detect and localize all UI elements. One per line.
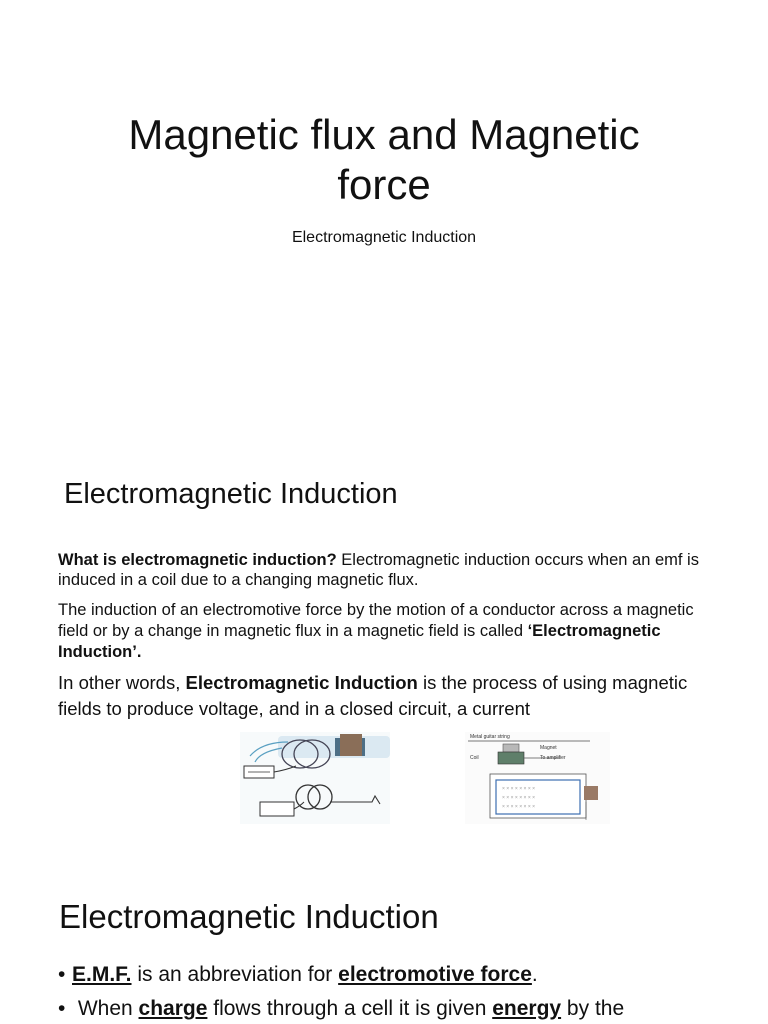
svg-text:× × × × × × × ×: × × × × × × × ×	[502, 795, 536, 801]
electromotive-force-term: electromotive force	[338, 963, 532, 986]
slide-title-line-2: force	[337, 161, 431, 209]
other-words-paragraph	[58, 670, 718, 722]
bullet-list	[58, 958, 738, 1024]
induction-paragraph	[58, 600, 718, 663]
bullet-text: is an abbreviation for	[131, 963, 339, 986]
title-slide	[0, 0, 768, 440]
bullet-text: When	[72, 997, 139, 1020]
bullet-text-mid: flows through a cell it is given	[207, 997, 493, 1020]
slide-title	[60, 110, 708, 211]
induction-text: The induction of an electromotive force by the motion of a conductor across a magnetic field or by a change in magnetic flux in a magnetic field is called	[58, 601, 694, 640]
label-metal-string: Metal guitar string	[470, 734, 510, 740]
guitar-pickup-diagram	[465, 732, 610, 824]
bullet-end: by the	[561, 997, 625, 1020]
induction-term: ‘Electromagnetic Induction’.	[58, 622, 661, 661]
list-item	[58, 992, 738, 1024]
charge-term: charge	[138, 997, 208, 1020]
other-words-term: Electromagnetic Induction	[185, 672, 418, 693]
answer-text: Electromagnetic induction occurs when an emf is induced in a coil due to a changing magnetic flux.	[58, 551, 699, 589]
other-words-before: In other words,	[58, 672, 186, 693]
content-slide-induction	[0, 440, 768, 860]
question-text: What is electromagnetic induction?	[58, 551, 337, 569]
label-magnet: Magnet	[540, 745, 557, 751]
magnet-coil-illustration	[240, 732, 390, 824]
list-item	[58, 958, 738, 992]
slide-heading: Electromagnetic Induction	[59, 898, 439, 935]
content-slide-emf	[0, 860, 768, 1024]
energy-term: energy	[492, 997, 562, 1020]
emf-term: E.M.F.	[72, 963, 132, 986]
slide-subtitle: Electromagnetic Induction	[291, 229, 477, 246]
bullet-marker: •	[58, 963, 66, 986]
definition-paragraph	[58, 550, 718, 590]
bullet-end: .	[531, 963, 538, 986]
induction-figures	[240, 732, 610, 824]
bullet-marker: •	[58, 997, 66, 1020]
label-amplifier: To amplifier	[540, 755, 566, 761]
slide-heading: Electromagnetic Induction	[64, 478, 398, 510]
other-words-after: is the process of using magnetic fields to produce voltage, and in a closed circuit, a current	[58, 672, 688, 719]
label-coil: Coil	[470, 755, 479, 761]
svg-text:× × × × × × × ×: × × × × × × × ×	[502, 786, 536, 792]
svg-text:× × × × × × × ×: × × × × × × × ×	[502, 804, 536, 810]
slide-title-line-1: Magnetic flux and Magnetic	[128, 111, 640, 158]
